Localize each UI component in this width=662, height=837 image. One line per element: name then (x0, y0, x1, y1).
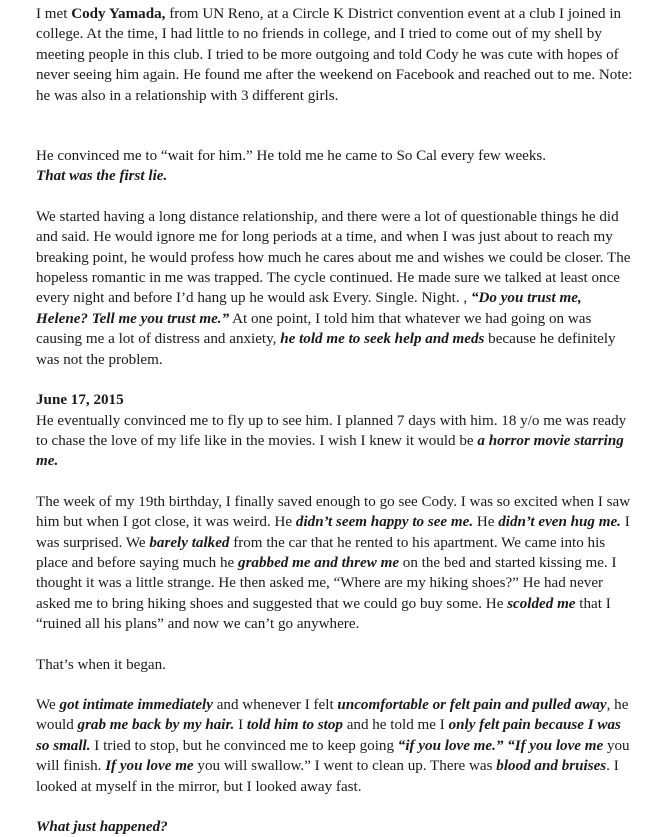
text-segment: We started having a long distance relationship, and there were a lot of questionable things he did and said. He would ignore me for long periods at a time, and when I was just about to reach my breaking point, he would profess how much he cares about me and wishes we could be closer. The hopeless romantic in me was trapped. The cycle continued. He made sure we talked at least once every night and before I’d hang up he would ask Every. Single. Night. , (36, 208, 631, 307)
emphasis-segment: Cody Yamada, (71, 6, 166, 22)
paragraph (36, 390, 636, 410)
text-segment: I tried to stop, but he convinced me to keep going (90, 737, 398, 754)
emphasis-segment: grab me back by my hair. (77, 717, 235, 734)
paragraph (36, 4, 636, 106)
emphasis-segment: uncomfortable or felt pain and pulled away (337, 696, 607, 713)
emphasis-segment: “if you love me.” “If you love me (397, 737, 604, 754)
document-page (36, 4, 636, 837)
text-segment: The week of my 19th birthday, I finally saved enough to go see Cody. I was so excited when I saw him but when I got close, it was weird. He (36, 493, 631, 531)
text-segment: That’s when it began. (36, 656, 166, 673)
paragraph (36, 207, 636, 370)
text-segment: At one point, I told him that whatever we had going on was causing me a lot of distress and anxiety, (36, 310, 592, 348)
text-segment: . I looked at myself in the mirror, but I looked away fast. (36, 758, 619, 795)
emphasis-segment: didn’t seem happy to see me. (295, 514, 474, 531)
text-segment: He eventually convinced me to fly up to see him. I planned 7 days with him. 18 y/o me was ready to chase the love of my life like in the movies. I wish I knew it would be (36, 412, 627, 449)
text-segment: He convinced me to “wait for him.” He told me he came to So Cal every few weeks. (36, 148, 547, 165)
text-segment: and he told me I (342, 717, 449, 734)
paragraph (36, 166, 636, 186)
emphasis-segment: blood and bruises (496, 758, 607, 775)
emphasis-segment: only felt pain because I was so small. (36, 717, 621, 754)
text-segment: I was surprised. We (36, 514, 630, 551)
text-segment: I met (36, 6, 72, 22)
text-segment: from UN Reno, at a Circle K District convention event at a club I joined in college. At the time, I had little to no friends in college, and I tried to come out of my shell by meeting people in this club. I tried to be more outgoing and told Cody he was cute with hopes of never seeing him again. He found me after the weekend on Facebook and reached out to me. Note: he was also in a relationship with 3 different girls. (36, 6, 633, 104)
text-segment: We (36, 696, 60, 713)
emphasis-segment: he told me to seek help and meds (280, 331, 485, 348)
text-segment: that I “ruined all his plans” and now we can’t go anywhere. (36, 595, 611, 633)
text-segment: you will swallow.” I went to clean up. There was (193, 758, 497, 775)
paragraph (36, 492, 636, 635)
text-segment: on the bed and started kissing me. I thought it was a little strange. He then asked me, “Where are my hiking shoes?” He had never asked me to bring hiking shoes and suggested that we could go buy some. He (36, 554, 617, 612)
emphasis-segment: barely talked (149, 534, 230, 551)
emphasis-segment: scolded me (507, 595, 576, 612)
emphasis-segment: If you love me (105, 758, 194, 775)
paragraph (36, 655, 636, 675)
emphasis-segment: told him to stop (246, 717, 343, 734)
text-segment: I (234, 717, 247, 734)
text-segment: you will finish. (36, 737, 630, 775)
paragraph (36, 146, 636, 166)
text-segment: , he would (36, 696, 629, 734)
paragraph (36, 695, 636, 797)
emphasis-segment: grabbed me and threw me (238, 554, 400, 571)
emphasis-segment: That was the first lie. (36, 168, 168, 185)
text-segment: He (473, 514, 499, 531)
emphasis-segment: didn’t even hug me. (498, 514, 621, 531)
emphasis-segment: June 17, 2015 (36, 392, 124, 409)
emphasis-segment: a horror movie starring me. (36, 432, 624, 470)
text-segment: from the car that he rented to his apartment. We came into his place and before saying much he (36, 534, 606, 571)
emphasis-segment: got intimate immediately (59, 696, 213, 713)
emphasis-segment: “Do you trust me, Helene? Tell me you trust me.” (36, 290, 582, 327)
emphasis-segment: What just happened? (36, 819, 168, 835)
text-segment: because he definitely was not the problem. (36, 331, 616, 368)
paragraph (36, 411, 636, 472)
text-segment: and whenever I felt (212, 696, 338, 713)
paragraph (36, 817, 636, 837)
